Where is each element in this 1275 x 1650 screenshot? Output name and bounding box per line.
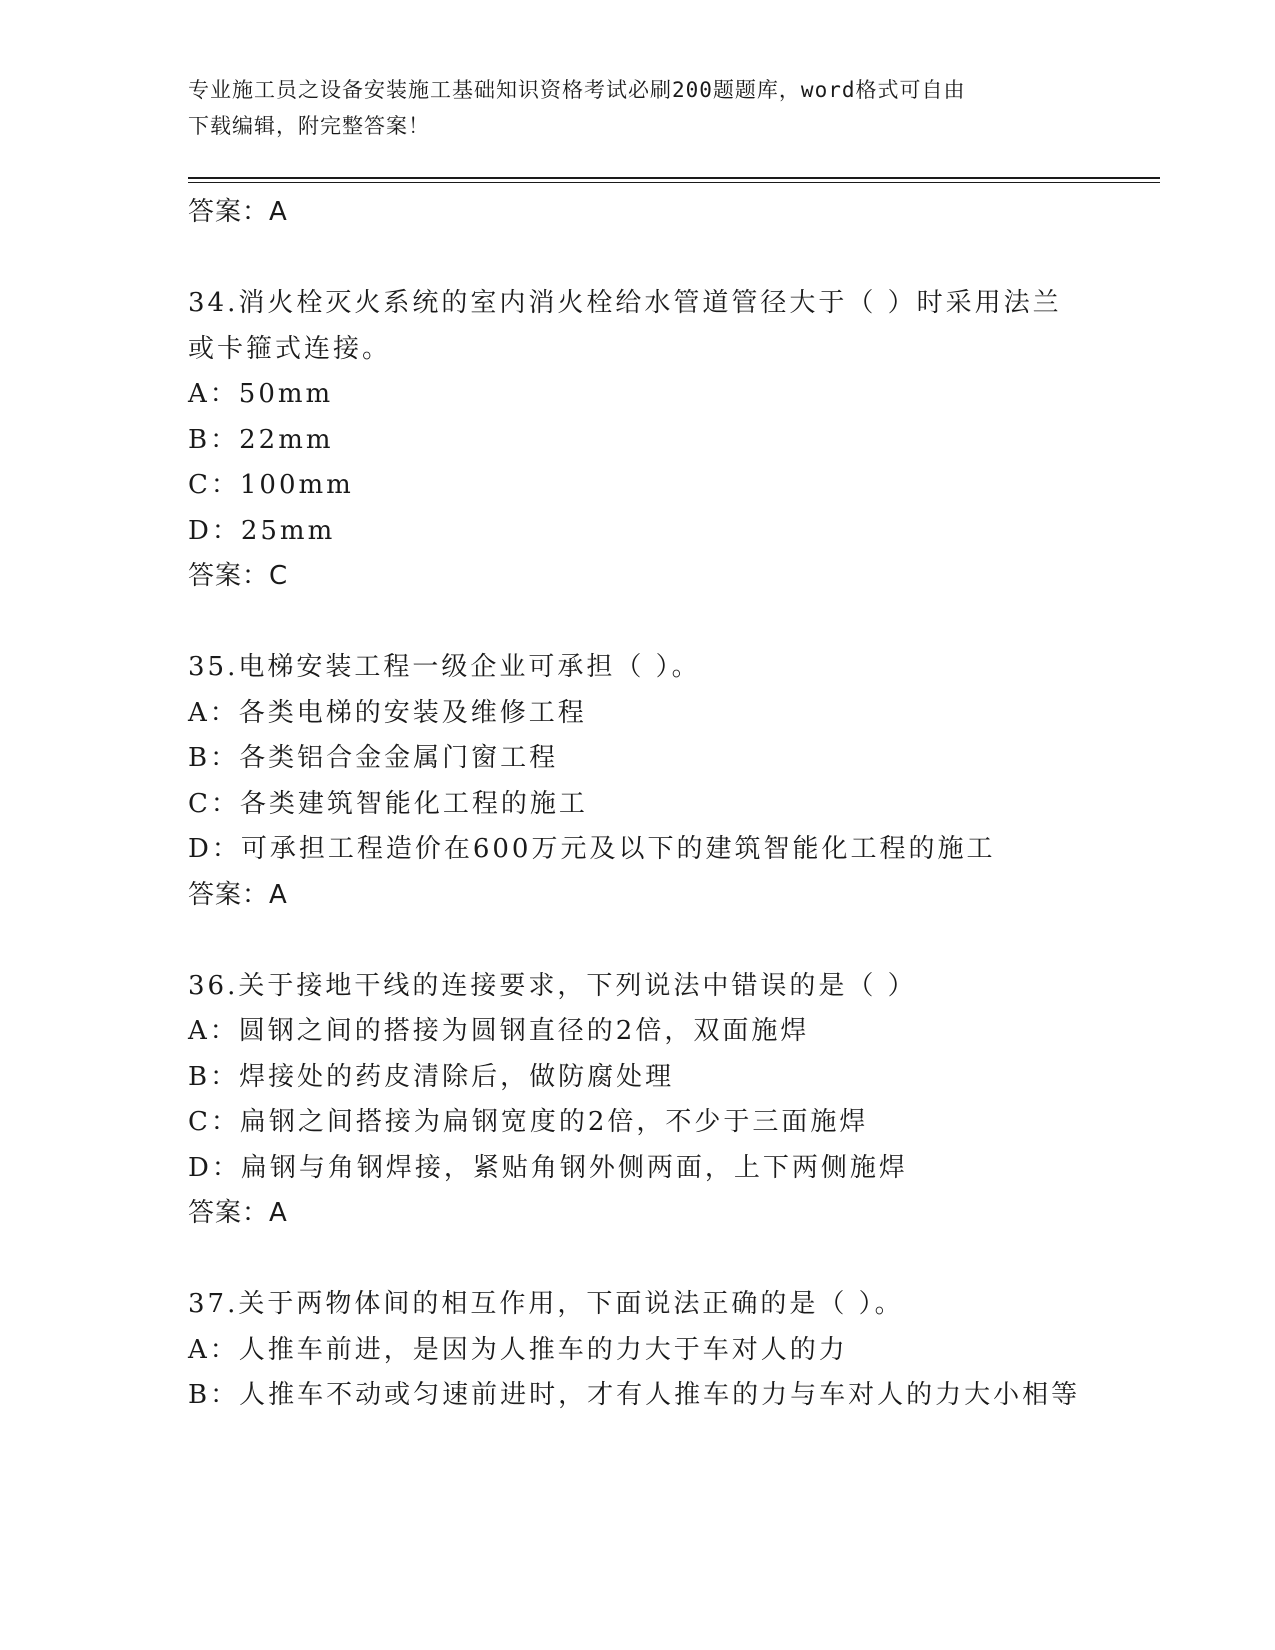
spacer: [188, 600, 1148, 646]
header-line-2: 下载编辑，附完整答案！: [188, 114, 430, 138]
question-list: [188, 190, 1148, 1419]
option-c: C：扁钢之间搭接为扁钢宽度的2倍，不少于三面施焊: [188, 1107, 869, 1137]
option-d: D：扁钢与角钢焊接，紧贴角钢外侧两面，上下两侧施焊: [188, 1152, 908, 1183]
option-a: A：50mm: [188, 379, 334, 409]
option-d: D：25mm: [188, 515, 336, 546]
question-35: [188, 645, 1148, 918]
answer-33: 答案：A: [188, 197, 288, 227]
answer-34: 答案：C: [188, 561, 289, 591]
option-c: C：各类建筑智能化工程的施工: [188, 788, 588, 819]
question-stem: 34.消火栓灭火系统的室内消火栓给水管道管径大于（ ）时采用法兰: [188, 288, 1062, 318]
option-c: C：100mm: [188, 470, 354, 500]
header-line-1: 专业施工员之设备安装施工基础知识资格考试必刷200题题库，word格式可自由: [188, 78, 966, 102]
option-b: B：各类铝合金金属门窗工程: [188, 743, 559, 773]
question-stem: 35.电梯安装工程一级企业可承担（ ）。: [188, 652, 701, 682]
spacer: [188, 1237, 1148, 1283]
question-stem: 或卡箍式连接。: [188, 333, 392, 364]
option-a: A：圆钢之间的搭接为圆钢直径的2倍，双面施焊: [188, 1016, 810, 1046]
question-37: [188, 1282, 1148, 1419]
option-b: B：22mm: [188, 424, 334, 455]
answer-35: 答案：A: [188, 879, 288, 910]
question-stem: 37.关于两物体间的相互作用，下面说法正确的是（ ）。: [188, 1289, 904, 1319]
document-header: [188, 72, 1088, 144]
spacer: [188, 236, 1148, 282]
option-b: B：焊接处的药皮清除后，做防腐处理: [188, 1061, 675, 1092]
option-a: A：各类电梯的安装及维修工程: [188, 697, 587, 728]
option-a: A：人推车前进，是因为人推车的力大于车对人的力: [188, 1334, 848, 1365]
spacer: [188, 918, 1148, 964]
option-b: B：人推车不动或匀速前进时，才有人推车的力与车对人的力大小相等: [188, 1380, 1081, 1410]
header-divider-thin: [188, 182, 1160, 183]
question-36: [188, 964, 1148, 1237]
option-d: D：可承担工程造价在600万元及以下的建筑智能化工程的施工: [188, 834, 996, 864]
question-34: [188, 281, 1148, 600]
question-stem: 36.关于接地干线的连接要求，下列说法中错误的是（ ）: [188, 970, 917, 1001]
answer-36: 答案：A: [188, 1198, 288, 1228]
header-divider-thick: [188, 177, 1160, 179]
